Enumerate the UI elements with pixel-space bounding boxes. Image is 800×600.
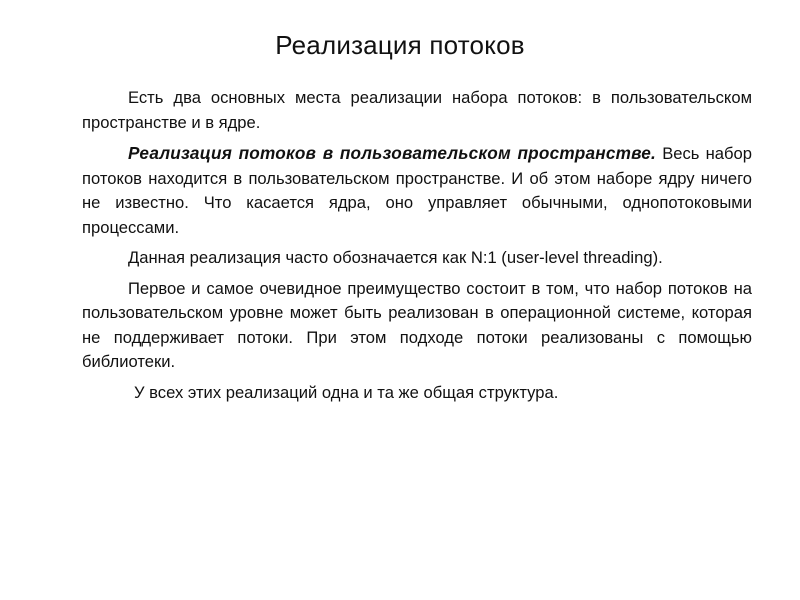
paragraph-advantage: Первое и самое очевидное преимущество состоит в том, что набор потоков на пользовательском уровне может быть реализован в операционной системе, которая не поддерживает потоки. При этом подходе потоки реализованы с помощью библиотеки. [82, 278, 752, 371]
paragraph-user-space-text: Весь набор потоков находится в пользовательском пространстве. И об этом наборе ядру ничего не известно. Что касается ядра, оно управляет обычными, однопотоковыми процессами. [82, 144, 752, 237]
slide-body [82, 86, 752, 411]
paragraph-user-space-heading: Реализация потоков в пользовательском пространстве. [128, 143, 656, 163]
paragraph-n1-threading: Данная реализация часто обозначается как N:1 (user-level threading). [128, 248, 663, 267]
paragraph-common-structure: У всех этих реализаций одна и та же общая структура. [134, 382, 559, 402]
paragraph-user-space [82, 141, 752, 240]
slide-title: Реализация потоков [275, 30, 525, 60]
paragraph-intro: Есть два основных места реализации набора потоков: в пользовательском пространстве и в ядре. [82, 88, 752, 132]
